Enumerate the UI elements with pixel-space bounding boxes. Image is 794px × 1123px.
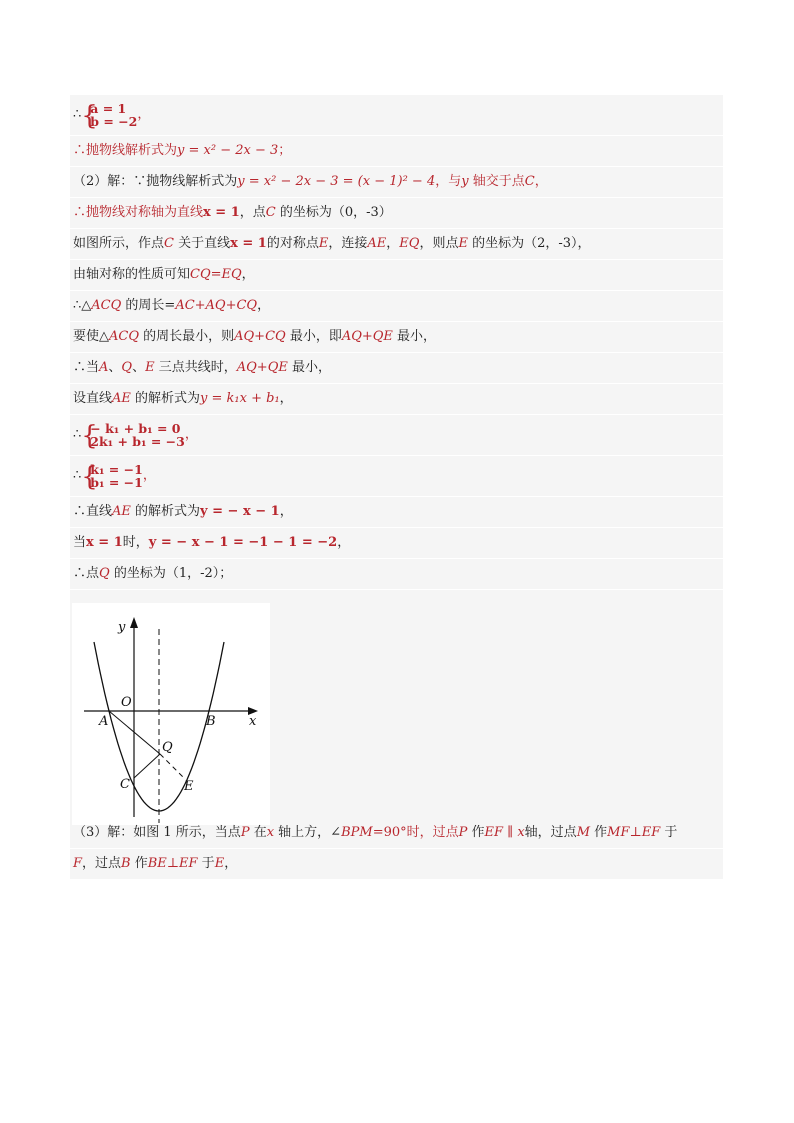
line-part3-start: （3）解：如图 1 所示，当点P 在x 轴上方，∠BPM=90°时，过点P 作EF ∥ x轴，过点M 作MF⊥EF 于	[70, 818, 723, 849]
line-set-ae: 设直线AE 的解析式为y = k₁x + b₁，	[70, 384, 723, 415]
line-axis-of-symmetry: ∴抛物线对称轴为直线x = 1，点C 的坐标为（0，-3）	[70, 198, 723, 229]
parabola-figure	[70, 590, 723, 818]
label-c: C	[120, 777, 130, 792]
line-minimize: 要使△ACQ 的周长最小，则AQ+CQ 最小，即AQ+QE 最小，	[70, 322, 723, 353]
line-evaluate: 当x = 1时，y = − x − 1 = −1 − 1 = −2，	[70, 528, 723, 559]
parabola-diagram	[72, 603, 270, 825]
equation-system: { k₁ = −1 b₁ = −1	[81, 461, 143, 492]
line-part2-start: （2）解：∵抛物线解析式为y = x² − 2x − 3 = (x − 1)² − 4，与y 轴交于点C，	[70, 167, 723, 198]
line-symmetric-point: 如图所示，作点C 关于直线x = 1的对称点E，连接AE，EQ，则点E 的坐标为（2，-3），	[70, 229, 723, 260]
solution-panel	[70, 95, 723, 880]
label-b: B	[206, 714, 216, 729]
line-ae-expression: ∴直线AE 的解析式为y = − x − 1，	[70, 497, 723, 528]
equation-system: { − k₁ + b₁ = 0 2k₁ + b₁ = −3	[81, 420, 185, 451]
label-o: O	[121, 695, 132, 710]
label-e: E	[184, 779, 194, 794]
line-q-coordinate: ∴点Q 的坐标为（1，-2）；	[70, 559, 723, 590]
line-system-solution: ∴ { k₁ = −1 b₁ = −1 ，	[70, 456, 723, 497]
label-x: x	[249, 714, 257, 729]
line-perimeter: ∴△ACQ 的周长=AC+AQ+CQ，	[70, 291, 723, 322]
equation-system: { a = 1 b = −2	[81, 100, 138, 131]
label-a: A	[99, 714, 109, 729]
line-collinear: ∴当A、Q、E 三点共线时，AQ+QE 最小，	[70, 353, 723, 384]
label-y: y	[118, 620, 126, 635]
line-system-ab: ∴ { a = 1 b = −2 ，	[70, 95, 723, 136]
line-symmetry-property: 由轴对称的性质可知CQ=EQ，	[70, 260, 723, 291]
label-q: Q	[162, 740, 173, 755]
line-part3-continued: F，过点B 作BE⊥EF 于E，	[70, 849, 723, 880]
line-parabola-expression: ∴抛物线解析式为y = x² − 2x − 3；	[70, 136, 723, 167]
line-system-k-b: ∴ { − k₁ + b₁ = 0 2k₁ + b₁ = −3 ，	[70, 415, 723, 456]
